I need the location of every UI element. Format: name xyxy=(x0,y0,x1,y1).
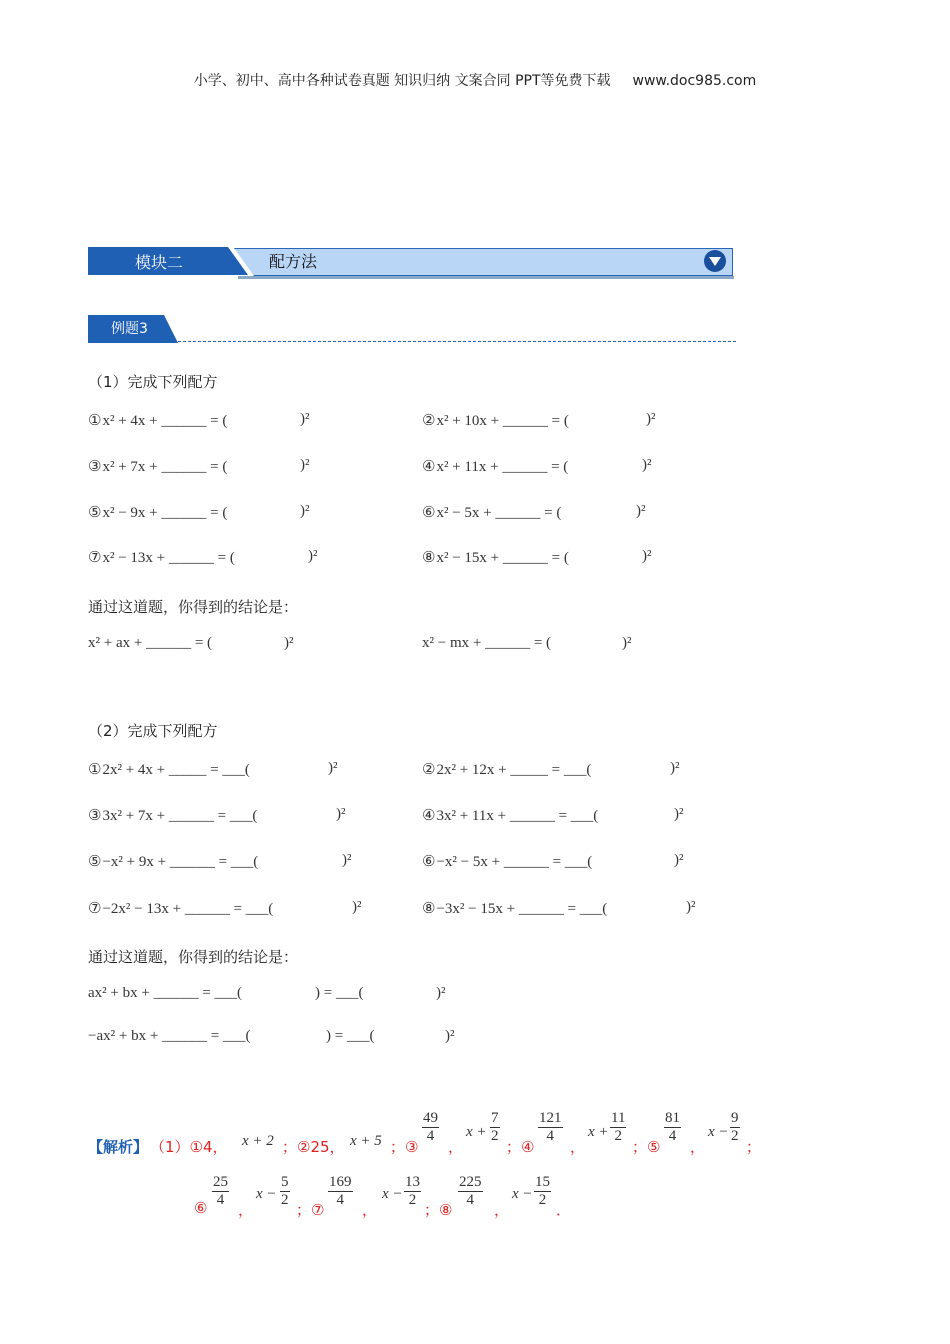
p2-item-3-close: )² xyxy=(336,806,346,822)
p2-general-2: −ax² + bx + ______ = ___( xyxy=(88,1028,251,1044)
answer-x7-frac: $\frac{13}{2}$ xyxy=(405,1174,420,1208)
answer-num-6: ⑥ xyxy=(194,1199,208,1217)
answer-x4-frac: $\frac{11}{2}$ xyxy=(611,1110,626,1144)
answer-frac-5: $\frac{81}{4}$ xyxy=(665,1110,680,1144)
p1-item-4-close: )² xyxy=(642,457,652,473)
answer-comma-4: ， xyxy=(570,1138,586,1156)
header-left-text: 小学、初中、高中各种试卷真题 知识归纳 文案合同 PPT等免费下载 xyxy=(193,73,611,89)
answer-comma-7: ， xyxy=(362,1201,378,1219)
p1-item-3-close: )² xyxy=(300,457,310,473)
p2-item-7: ⑦−2x² − 13x + ______ = ___( xyxy=(88,899,274,917)
p1-item-6: ⑥x² − 5x + ______ = ( xyxy=(422,503,562,521)
section-banner xyxy=(88,247,736,277)
answer-x8-left: x − xyxy=(512,1186,533,1202)
answer-x5-left: x − xyxy=(708,1124,729,1140)
p1-item-8: ⑧x² − 15x + ______ = ( xyxy=(422,548,569,566)
p1-item-2: ②x² + 10x + ______ = ( xyxy=(422,411,569,429)
header-site: www.doc985.com xyxy=(632,73,757,89)
p2-general-1-close: )² xyxy=(436,985,446,1001)
section-number: 模块二 xyxy=(135,253,184,272)
page-header xyxy=(0,70,950,90)
answer-end: ． xyxy=(556,1201,572,1219)
part1-conclusion: 通过这道题，你得到的结论是： xyxy=(88,598,299,616)
collapse-chevron-icon[interactable] xyxy=(704,250,726,272)
p2-item-6: ⑥−x² − 5x + ______ = ___( xyxy=(422,852,593,870)
answer-x7-left: x − xyxy=(382,1186,403,1202)
answer-sep3: ；④ xyxy=(506,1138,535,1156)
answer-x5-frac: $\frac{9}{2}$ xyxy=(731,1110,739,1144)
answer-sep1: ；②25， xyxy=(282,1138,345,1156)
p2-item-8-close: )² xyxy=(686,899,696,915)
part2-title: （2）完成下列配方 xyxy=(88,722,218,740)
answer-label: 【解析】 xyxy=(88,1138,149,1156)
answer-frac-3: $\frac{49}{4}$ xyxy=(423,1110,438,1144)
answer-sep2: ；③ xyxy=(390,1138,419,1156)
answer-comma-8: ， xyxy=(494,1201,510,1219)
p1-item-4: ④x² + 11x + ______ = ( xyxy=(422,457,569,475)
answer-sep7: ；⑧ xyxy=(424,1201,453,1219)
answer-comma-6: ， xyxy=(238,1201,254,1219)
answer-sep4: ；⑤ xyxy=(632,1138,661,1156)
answer-frac-7: $\frac{169}{4}$ xyxy=(329,1174,352,1208)
p2-item-4: ④3x² + 11x + ______ = ___( xyxy=(422,806,599,824)
p2-item-1: ①2x² + 4x + _____ = ___( xyxy=(88,760,250,778)
p1-general-1: x² + ax + ______ = ( xyxy=(88,635,213,651)
p1-item-7: ⑦x² − 13x + ______ = ( xyxy=(88,548,235,566)
p2-item-5-close: )² xyxy=(342,852,352,868)
p1-item-3: ③x² + 7x + ______ = ( xyxy=(88,457,228,475)
answer-a2: x + 5 xyxy=(350,1133,382,1149)
section-title: 配方法 xyxy=(269,252,318,271)
answer-frac-6: $\frac{25}{4}$ xyxy=(213,1174,228,1208)
p2-general-1: ax² + bx + ______ = ___( xyxy=(88,985,243,1001)
p1-general-1-close: )² xyxy=(284,635,294,651)
p2-item-5: ⑤−x² + 9x + ______ = ___( xyxy=(88,852,259,870)
p2-general-2-close: )² xyxy=(445,1028,455,1044)
p2-item-7-close: )² xyxy=(352,899,362,915)
answer-x3-frac: $\frac{7}{2}$ xyxy=(491,1110,499,1144)
answer-sep5: ； xyxy=(746,1138,762,1156)
example-divider xyxy=(178,341,736,342)
p1-item-8-close: )² xyxy=(642,548,652,564)
answer-comma-5: ， xyxy=(690,1138,706,1156)
p2-item-8: ⑧−3x² − 15x + ______ = ___( xyxy=(422,899,608,917)
answer-x3-left: x + xyxy=(466,1124,487,1140)
answer-x6-frac: $\frac{5}{2}$ xyxy=(281,1174,289,1208)
p1-item-2-close: )² xyxy=(646,411,656,427)
p1-item-1: ①x² + 4x + ______ = ( xyxy=(88,411,228,429)
p1-item-5: ⑤x² − 9x + ______ = ( xyxy=(88,503,228,521)
p2-item-3: ③3x² + 7x + ______ = ___( xyxy=(88,806,258,824)
p1-item-6-close: )² xyxy=(636,503,646,519)
answer-comma-3: ， xyxy=(448,1138,464,1156)
p1-general-2-close: )² xyxy=(622,635,632,651)
answer-x8-frac: $\frac{15}{2}$ xyxy=(535,1174,550,1208)
p2-item-6-close: )² xyxy=(674,852,684,868)
p1-item-5-close: )² xyxy=(300,503,310,519)
p2-general-1-mid: ) = ___( xyxy=(315,985,364,1001)
p1-general-2: x² − mx + ______ = ( xyxy=(422,635,552,651)
p2-item-2: ②2x² + 12x + _____ = ___( xyxy=(422,760,592,778)
answer-frac-8: $\frac{225}{4}$ xyxy=(459,1174,482,1208)
answer-sep6: ；⑦ xyxy=(296,1201,325,1219)
section-shadow xyxy=(238,276,734,279)
answer-x4-left: x + xyxy=(588,1124,609,1140)
answer-frac-4: $\frac{121}{4}$ xyxy=(539,1110,562,1144)
p1-item-1-close: )² xyxy=(300,411,310,427)
answer-line1-prefix: （1）①4， xyxy=(150,1138,228,1156)
p2-item-2-close: )² xyxy=(670,760,680,776)
answer-a1: x + 2 xyxy=(242,1133,274,1149)
p2-item-4-close: )² xyxy=(674,806,684,822)
p2-item-1-close: )² xyxy=(328,760,338,776)
example-label: 例题3 xyxy=(111,321,148,337)
answer-x6-left: x − xyxy=(256,1186,277,1202)
part2-conclusion: 通过这道题，你得到的结论是： xyxy=(88,948,299,966)
p2-general-2-mid: ) = ___( xyxy=(326,1028,375,1044)
p1-item-7-close: )² xyxy=(308,548,318,564)
part1-title: （1）完成下列配方 xyxy=(88,373,218,391)
